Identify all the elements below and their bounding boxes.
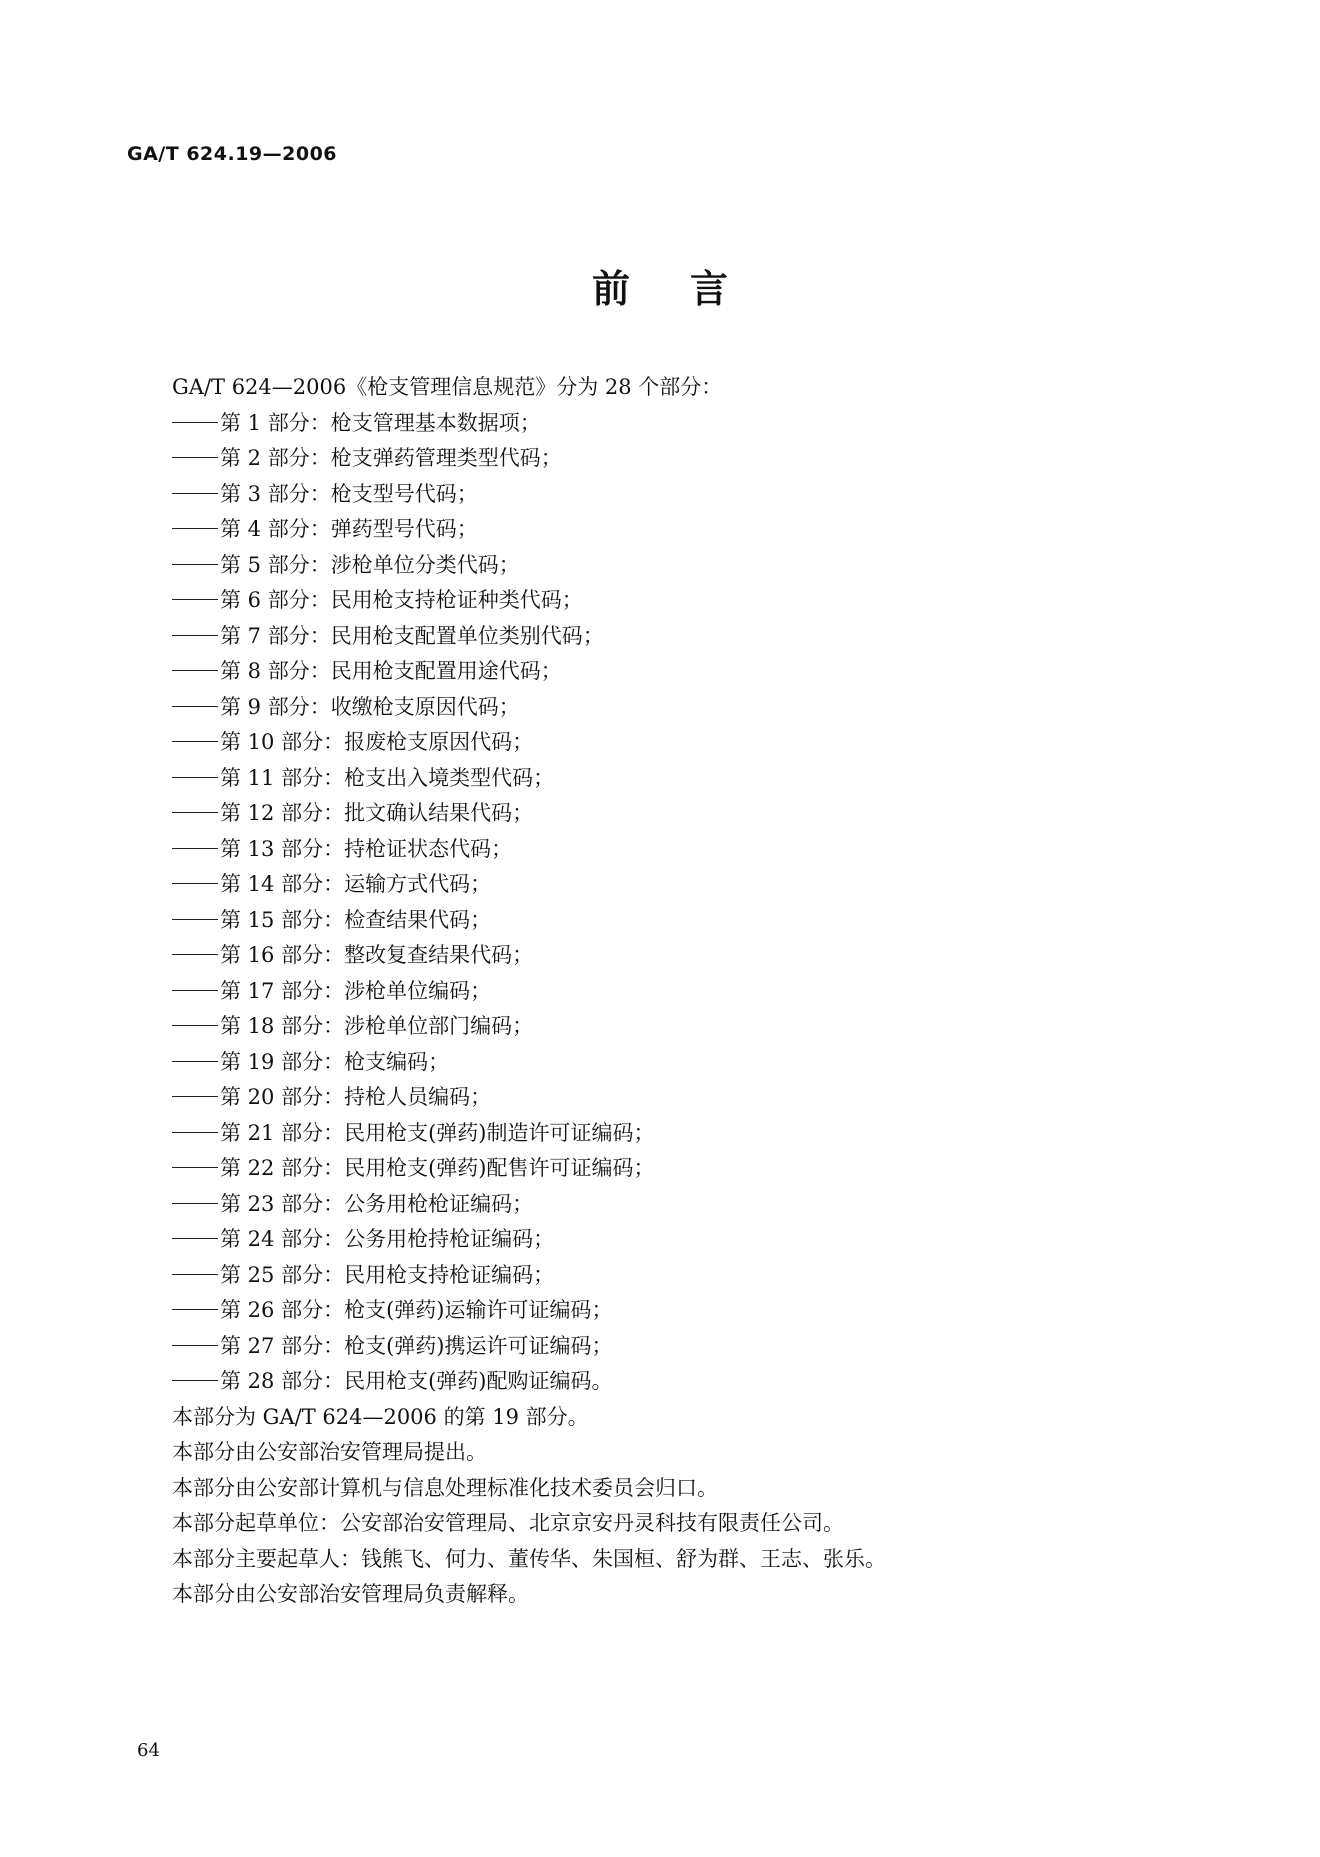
part-list-item (172, 654, 1192, 690)
part-list-item (172, 690, 1192, 726)
em-dash-marker (172, 1096, 218, 1097)
page-number: 64 (137, 1740, 160, 1761)
closing-paragraphs (172, 1400, 1192, 1613)
page-title: 前言 (591, 267, 788, 311)
em-dash-marker (172, 919, 218, 920)
part-list-text: 第 20 部分：持枪人员编码； (220, 1085, 492, 1109)
part-list-text: 第 14 部分：运输方式代码； (220, 872, 492, 896)
part-list-text: 第 23 部分：公务用枪枪证编码； (220, 1191, 534, 1216)
part-list-text: 第 5 部分：涉枪单位分类代码； (220, 552, 520, 577)
part-list-item (172, 761, 1192, 797)
part-list-text: 第 1 部分：枪支管理基本数据项； (220, 410, 541, 435)
em-dash-marker (172, 777, 218, 778)
part-list-item (172, 832, 1192, 868)
part-list-item (172, 512, 1192, 548)
em-dash-marker (172, 1025, 218, 1026)
part-list-item (172, 867, 1192, 903)
part-list-text: 第 26 部分：枪支(弹药)运输许可证编码； (220, 1298, 613, 1322)
closing-paragraph: 本部分起草单位：公安部治安管理局、北京京安丹灵科技有限责任公司。 (172, 1511, 844, 1535)
part-list-text: 第 24 部分：公务用枪持枪证编码； (220, 1227, 555, 1251)
part-list-item (172, 548, 1192, 584)
foreword-body (172, 370, 1192, 1613)
part-list-item (172, 1080, 1192, 1116)
em-dash-marker (172, 883, 218, 884)
em-dash-marker (172, 1061, 218, 1062)
part-list-text: 第 28 部分：民用枪支(弹药)配购证编码。 (220, 1369, 613, 1393)
part-list-text: 第 21 部分：民用枪支(弹药)制造许可证编码； (220, 1120, 655, 1145)
part-list-text: 第 4 部分：弹药型号代码； (220, 517, 478, 541)
part-list-text: 第 19 部分：枪支编码； (220, 1049, 450, 1074)
em-dash-marker (172, 1380, 218, 1381)
em-dash-marker (172, 1345, 218, 1346)
part-list-text: 第 9 部分：收缴枪支原因代码； (220, 694, 520, 719)
part-list-item (172, 477, 1192, 513)
em-dash-marker (172, 493, 218, 494)
part-list-text: 第 10 部分：报废枪支原因代码； (220, 730, 534, 754)
part-list-item (172, 1009, 1192, 1045)
em-dash-marker (172, 1167, 218, 1168)
part-list-item (172, 1151, 1192, 1187)
em-dash-marker (172, 528, 218, 529)
part-list-text: 第 22 部分：民用枪支(弹药)配售许可证编码； (220, 1156, 655, 1180)
em-dash-marker (172, 1203, 218, 1204)
part-list-text: 第 16 部分：整改复查结果代码； (220, 943, 534, 967)
part-list-item (172, 1222, 1192, 1258)
part-list-item (172, 441, 1192, 477)
em-dash-marker (172, 848, 218, 849)
part-list-item (172, 1364, 1192, 1400)
part-list-text: 第 25 部分：民用枪支持枪证编码； (220, 1262, 555, 1287)
em-dash-marker (172, 1309, 218, 1310)
em-dash-marker (172, 812, 218, 813)
closing-paragraph: 本部分主要起草人：钱熊飞、何力、董传华、朱国桓、舒为群、王志、张乐。 (172, 1546, 886, 1571)
em-dash-marker (172, 706, 218, 707)
part-list-item (172, 903, 1192, 939)
closing-paragraph: 本部分为 GA/T 624—2006 的第 19 部分。 (172, 1404, 589, 1429)
part-list-item (172, 619, 1192, 655)
em-dash-marker (172, 635, 218, 636)
part-list-text: 第 15 部分：检查结果代码； (220, 907, 492, 932)
standard-code: GA/T 624.19—2006 (127, 143, 338, 165)
part-list-text: 第 7 部分：民用枪支配置单位类别代码； (220, 623, 604, 648)
em-dash-marker (172, 670, 218, 671)
em-dash-marker (172, 564, 218, 565)
part-list-text: 第 12 部分：批文确认结果代码； (220, 801, 534, 825)
part-list-item (172, 1187, 1192, 1223)
part-list-text: 第 27 部分：枪支(弹药)携运许可证编码； (220, 1333, 613, 1358)
part-list-item (172, 796, 1192, 832)
closing-paragraph: 本部分由公安部治安管理局提出。 (172, 1440, 487, 1464)
parts-list (172, 406, 1192, 1400)
closing-paragraph: 本部分由公安部计算机与信息处理标准化技术委员会归口。 (172, 1475, 718, 1500)
part-list-text: 第 6 部分：民用枪支持枪证种类代码； (220, 588, 583, 612)
part-list-item (172, 1116, 1192, 1152)
part-list-item (172, 725, 1192, 761)
closing-paragraph: 本部分由公安部治安管理局负责解释。 (172, 1582, 529, 1606)
part-list-text: 第 17 部分：涉枪单位编码； (220, 978, 492, 1003)
part-list-item (172, 1329, 1192, 1365)
part-list-item (172, 938, 1192, 974)
part-list-text: 第 11 部分：枪支出入境类型代码； (220, 765, 555, 790)
em-dash-marker (172, 990, 218, 991)
em-dash-marker (172, 422, 218, 423)
em-dash-marker (172, 1132, 218, 1133)
part-list-text: 第 2 部分：枪支弹药管理类型代码； (220, 446, 562, 470)
part-list-item (172, 1293, 1192, 1329)
part-list-text: 第 13 部分：持枪证状态代码； (220, 836, 513, 861)
em-dash-marker (172, 1274, 218, 1275)
part-list-item (172, 1258, 1192, 1294)
part-list-item (172, 406, 1192, 442)
intro-line: GA/T 624—2006《枪支管理信息规范》分为 28 个部分： (172, 375, 723, 399)
part-list-item (172, 974, 1192, 1010)
em-dash-marker (172, 741, 218, 742)
part-list-item (172, 583, 1192, 619)
em-dash-marker (172, 954, 218, 955)
em-dash-marker (172, 599, 218, 600)
part-list-text: 第 8 部分：民用枪支配置用途代码； (220, 659, 562, 683)
part-list-text: 第 3 部分：枪支型号代码； (220, 481, 478, 506)
part-list-item (172, 1045, 1192, 1081)
em-dash-marker (172, 1238, 218, 1239)
part-list-text: 第 18 部分：涉枪单位部门编码； (220, 1014, 534, 1038)
em-dash-marker (172, 457, 218, 458)
